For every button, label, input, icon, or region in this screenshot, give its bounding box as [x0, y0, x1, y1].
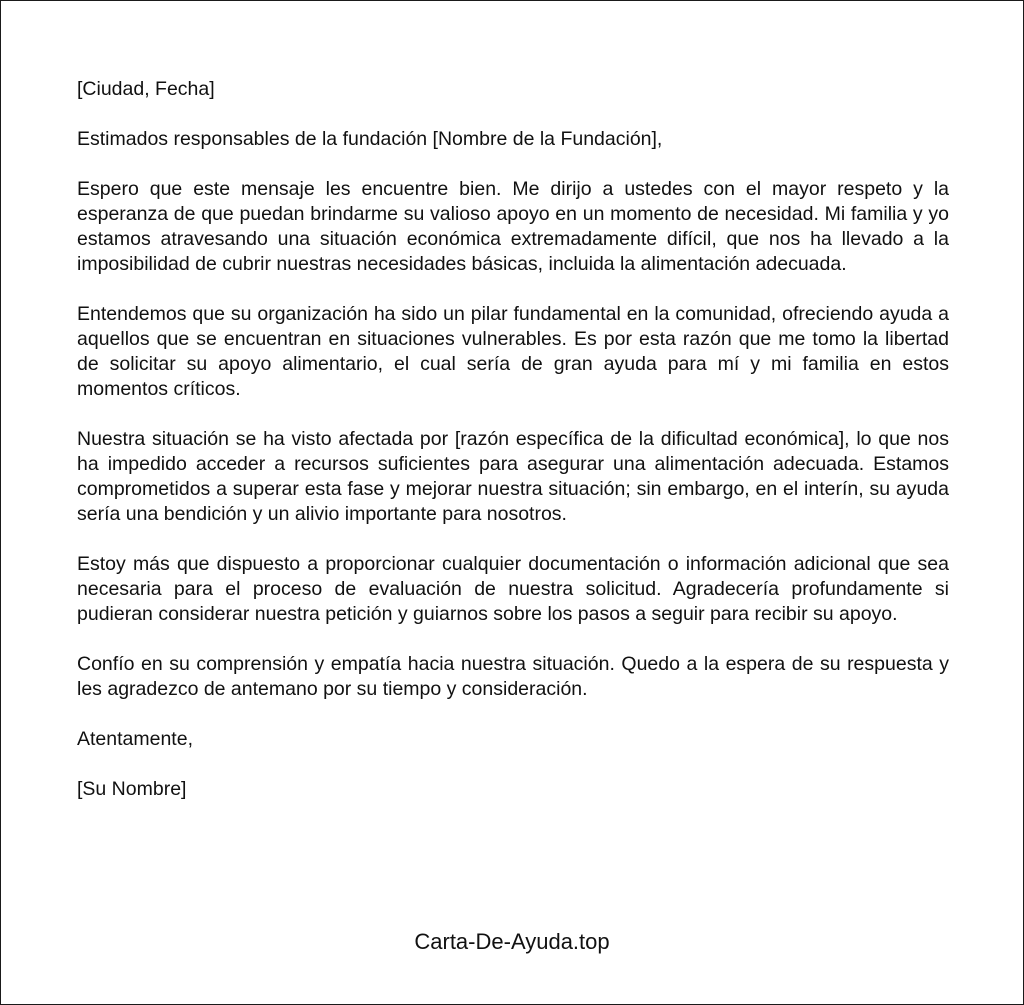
paragraph-organization: Entendemos que su organización ha sido un pilar fundamental en la comunidad, ofreciendo ayuda a aquellos que se encuentran en situaciones vulnerables. Es por esta razón que me tomo la libertad de solicitar su apoyo alimentario, el cual sería de gran ayuda para mí y mi familia en estos momentos críticos. [77, 303, 949, 400]
place-date: [Ciudad, Fecha] [77, 78, 215, 100]
closing: Atentamente, [77, 728, 193, 750]
paragraph-situation: Nuestra situación se ha visto afectada por [razón específica de la dificultad económica], lo que nos ha impedido acceder a recursos suficientes para asegurar una alimentación adecuada. Estamos comprometidos a superar esta fase y mejorar nuestra situación; sin embargo, en el interín, su ayuda sería una bendición y un alivio importante para nosotros. [77, 428, 949, 525]
letter-body [77, 77, 949, 802]
paragraph-intro: Espero que este mensaje les encuentre bien. Me dirijo a ustedes con el mayor respeto y la esperanza de que puedan brindarme su valioso apoyo en un momento de necesidad. Mi familia y yo estamos atravesando una situación económica extremadamente difícil, que nos ha llevado a la imposibilidad de cubrir nuestras necesidades básicas, incluida la alimentación adecuada. [77, 178, 949, 275]
paragraph-thanks: Confío en su comprensión y empatía hacia nuestra situación. Quedo a la espera de su respuesta y les agradezco de antemano por su tiempo y consideración. [77, 653, 949, 700]
greeting: Estimados responsables de la fundación [Nombre de la Fundación], [77, 128, 663, 150]
signature: [Su Nombre] [77, 778, 187, 800]
site-footer: Carta-De-Ayuda.top [414, 929, 610, 954]
paragraph-documentation: Estoy más que dispuesto a proporcionar cualquier documentación o información adicional que sea necesaria para el proceso de evaluación de nuestra solicitud. Agradecería profundamente si pudieran considerar nuestra petición y guiarnos sobre los pasos a seguir para recibir su apoyo. [77, 553, 949, 625]
